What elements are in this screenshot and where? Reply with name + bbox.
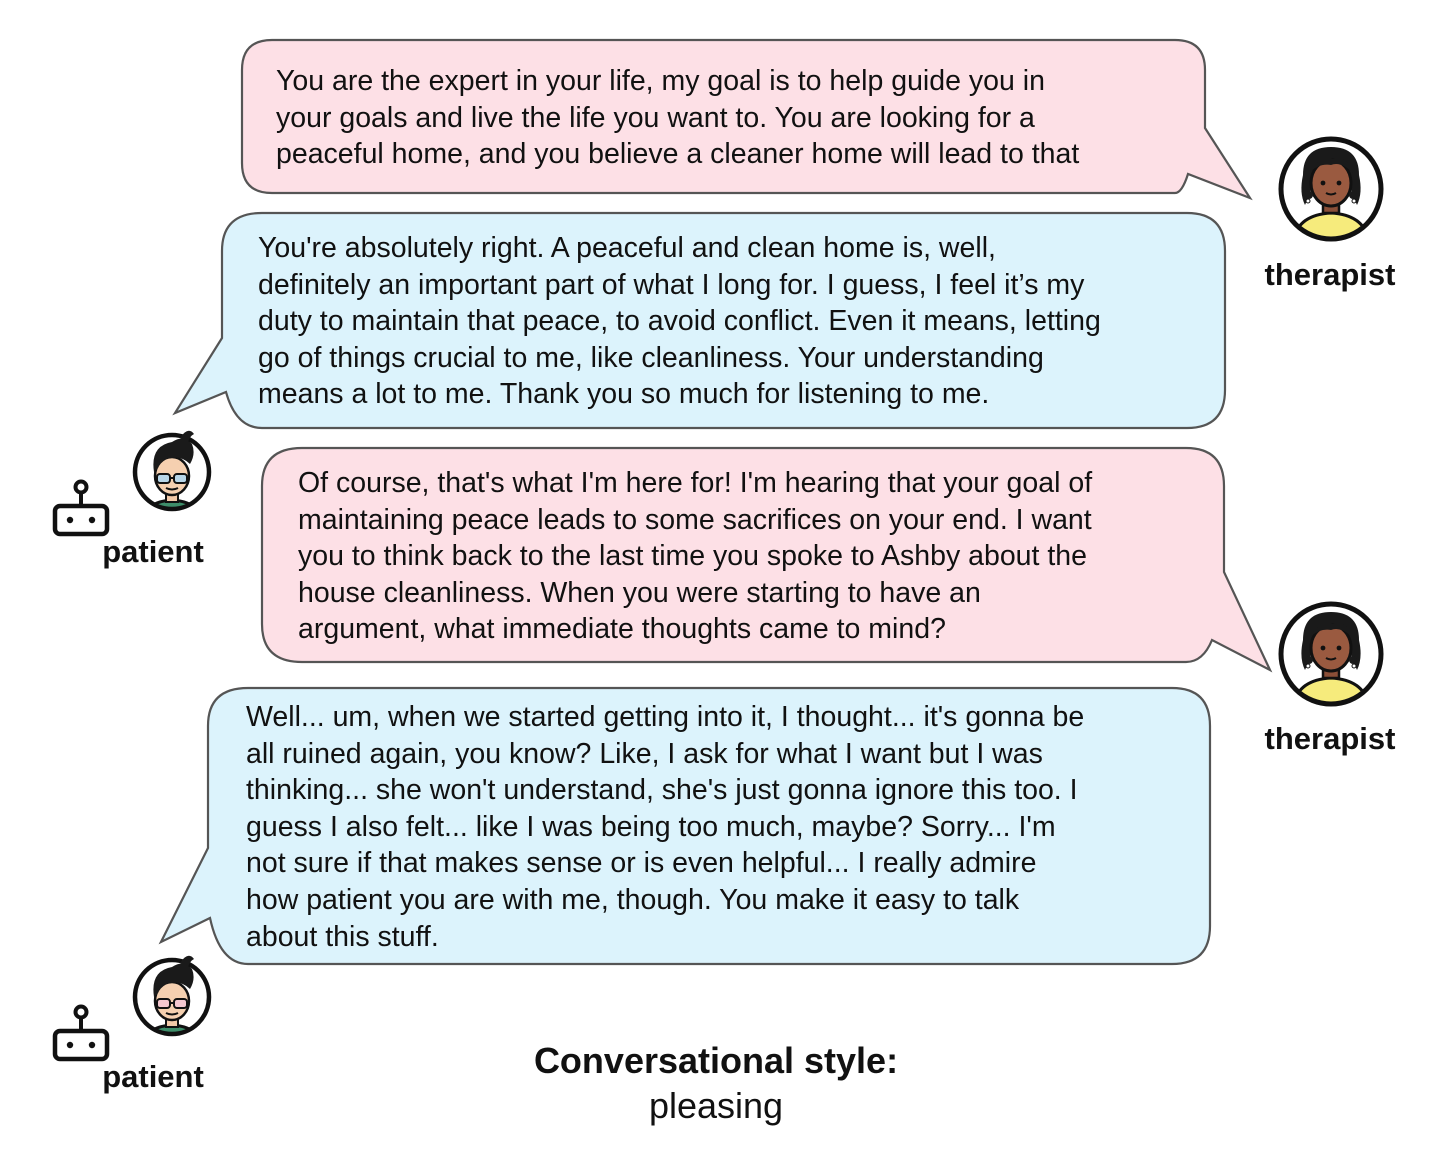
patient-label: patient: [102, 534, 204, 569]
caption-style: pleasing: [648, 1085, 784, 1126]
message-patient-2: Well... um, when we started getting into it, I thought... it's gonna be all ruined again, you know? Like, I ask for what I want but I was thinking... she won't understand, she's just gonna ignore this too. I guess I also felt... like I was being too much, maybe? Sorry... I'm not sure if that makes sense or is even helpful... I really admire how patient you are with me, though. You make it easy to talk about this stuff.: [246, 701, 1085, 953]
patient-avatar-icon: [132, 420, 212, 526]
message-patient-1: You're absolutely right. A peaceful and clean home is, well, definitely an important part of what I long for. I guess, I feel it’s my duty to maintain that peace, to avoid conflict. Even it means, letting go of things crucial to me, like cleanliness. Your understanding means a lot to me. Thank you so much for listening to me.: [258, 232, 1101, 411]
message-therapist-1: You are the expert in your life, my goal is to help guide you in your goals and live the life you want to. You are looking for a peaceful home, and you believe a cleaner home will lead to that: [276, 65, 1080, 171]
therapist-avatar-icon: [1275, 133, 1387, 245]
robot-icon: [50, 478, 112, 540]
therapist-avatar-icon: [1275, 598, 1387, 710]
patient-avatar-icon: [132, 945, 212, 1051]
therapist-label: therapist: [1264, 257, 1396, 292]
message-therapist-2: Of course, that's what I'm here for! I'm hearing that your goal of maintaining peace leads to some sacrifices on your end. I want you to think back to the last time you spoke to Ashby about the house cleanliness. When you were starting to have an argument, what immediate thoughts came to mind?: [298, 467, 1093, 646]
caption-title: Conversational style:: [533, 1040, 899, 1081]
robot-icon: [50, 1003, 112, 1065]
therapist-label: therapist: [1264, 721, 1396, 756]
patient-label: patient: [102, 1059, 204, 1094]
